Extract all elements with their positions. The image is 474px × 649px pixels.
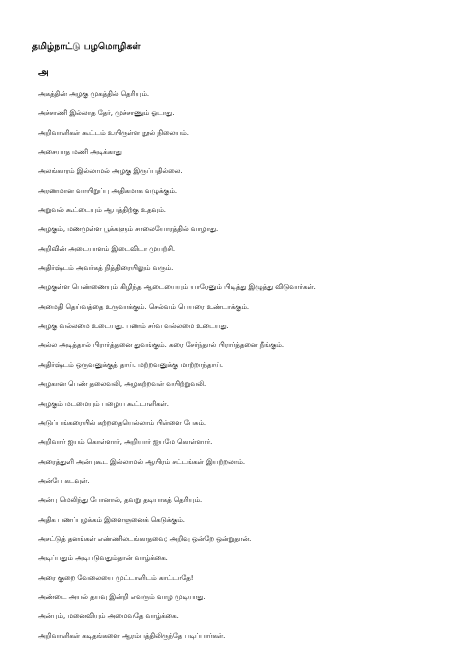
- proverb-list: [38, 88, 463, 649]
- proverb-item: அழகும் மடமையும் பழைய கூட்டாளிகள்.: [38, 399, 169, 408]
- proverb-item: அரணமான வாயிறுப்பு அதிகமாக வழுக்கும்.: [38, 186, 178, 195]
- proverb-item: அதிர்ஷ்டம் அவர்கத் நித்திரையிலும் வரும்.: [38, 264, 174, 273]
- proverb-item: அடுப்பங்கரையில் கற்றதையெல்லாம் பிள்ளை பேசும்.: [38, 418, 207, 427]
- proverb-item: அடிப்பதும் அடிபடுவதும்தான் வாழ்க்கை.: [38, 554, 168, 563]
- proverb-item: அன்பே கடவுள்.: [38, 476, 90, 485]
- document-title: தமிழ்நாட்டு பழமொழிகள்: [32, 41, 141, 52]
- proverb-item: அரைத்துளி அன்புகூட இல்லாமல் ஆயிரம் சட்டங்கள் இயற்றலாம்.: [38, 457, 246, 466]
- proverb-item: அழகும், மணமுள்ள பூக்களும் சாலையோரத்தில் வாழாது.: [38, 225, 219, 234]
- proverb-item: அரை குறை வேலையை முட்டாளிடம் காட்டாதே!: [38, 573, 194, 582]
- section-heading: அ: [38, 67, 49, 78]
- proverb-item: அதிக பணப்புழக்கம் இளைஞனைக் கெடுக்கும்.: [38, 515, 185, 524]
- proverb-item: அழகு வல்லமை உடையது. பணம் சர்வ வல்லமை உடையது.: [38, 322, 229, 331]
- proverb-item: அண்டை அயல் தயவு இன்றி எவரும் வாழ முடியாது.: [38, 592, 206, 601]
- proverb-item: அமைதி தெய்வத்தை உருவாக்கும். செல்வம் பெயரை உண்டாக்கும்.: [38, 302, 250, 311]
- proverb-item: அழகான பெண் தலைவலி, அழகற்றவள் வயிற்றுவலி.: [38, 380, 207, 389]
- proverb-item: அழகுள்ள பெண்ணையும் கிழிந்த ஆடையையும் யாரேனும் பிடித்து இழுத்து விடுவார்கள்.: [38, 283, 316, 292]
- proverb-item: அலங்காரம் இல்லாமல் அழகு இருப்பதில்லை.: [38, 167, 183, 176]
- proverb-item: அறுவல் கூட்டையும் ஆபத்திற்கு உதவும்.: [38, 206, 166, 215]
- proverb-item: அறிவார் ஐயம் கொள்ளார், அறியார் ஐயமே கொள்ளார்.: [38, 438, 213, 447]
- proverb-item: அசட்டுத் தனங்கள் எண்ணிலடங்காதவை; அறிவு ஒன்றே ஒன்றுதான்.: [38, 534, 252, 543]
- proverb-item: அன்பு மெலிந்து போனால், தவறு தடியாகத் தெரியும்.: [38, 496, 203, 505]
- proverb-item: அறிவாளிகள் கடிதங்களை ஆரம்பத்திலிருந்தே படிப்பார்கள்.: [38, 631, 226, 640]
- proverb-item: அதிர்ஷ்டம் ஒருவனுக்குத் தாய். மற்றவனுக்கு மாற்றாந்தாய்.: [38, 360, 224, 369]
- proverb-item: அறிவாளிகள் கூட்டம் உயிருள்ள நூல் நிலையம்.: [38, 128, 189, 137]
- proverb-item: அறிவின் அடையாளம் இடைவிடா முயற்சி.: [38, 244, 176, 253]
- proverb-item: அச்சாணி இல்லாத தேர், முச்சாணும் ஓடாது.: [38, 109, 175, 118]
- proverb-item: அசையாத மணி அடிக்காது: [38, 148, 122, 157]
- proverb-item: அன்பும், மனைவியும் அமைவதே வாழ்க்கை.: [38, 612, 179, 621]
- proverb-item: அகத்தின் அழகு முகத்தில் தெரியும்.: [38, 90, 150, 98]
- proverb-item: அல்ல அடித்தால் பிரார்த்தனை துவங்கும். கரை சேர்ந்தால் பிரார்த்தனை நீங்கும்.: [38, 341, 285, 350]
